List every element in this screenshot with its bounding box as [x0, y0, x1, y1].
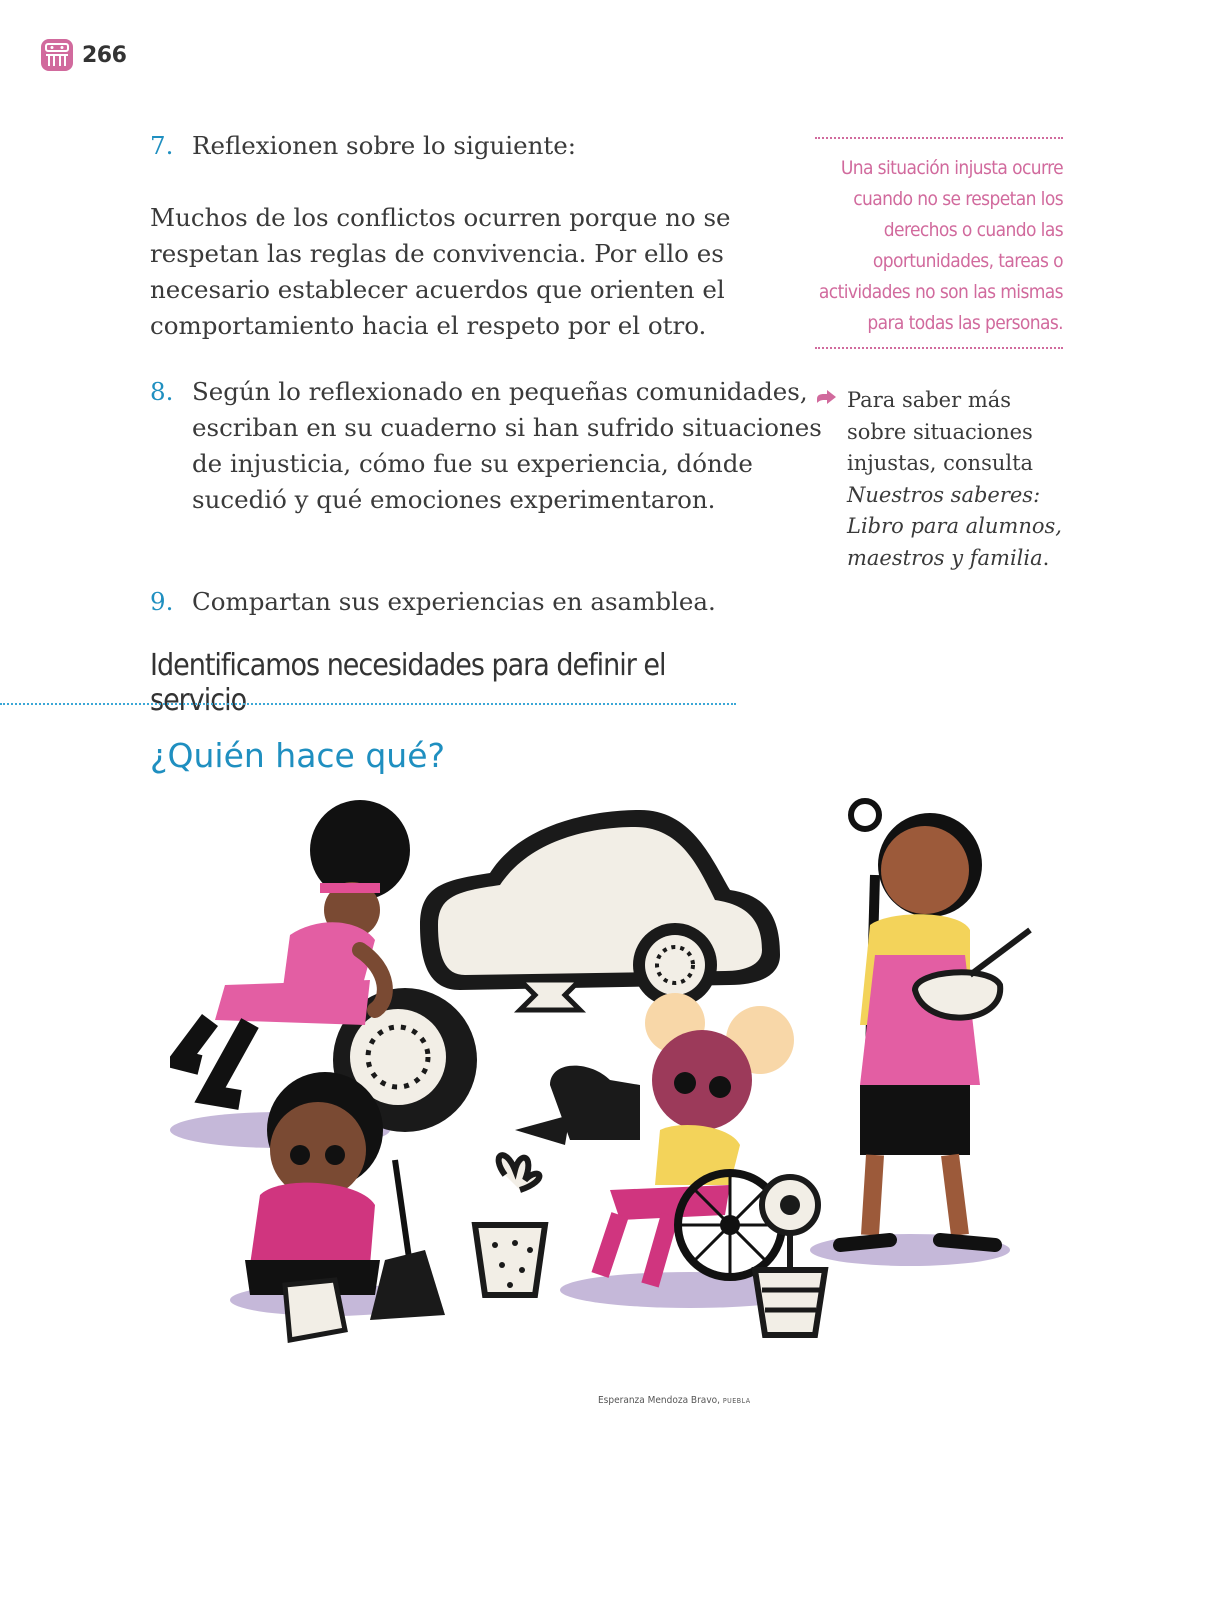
illustration-credit — [598, 1395, 751, 1406]
watering-can-icon — [515, 1066, 640, 1145]
book-title: Nuestros saberes: Libro para alumnos, maestros y familia — [847, 482, 1062, 570]
mesoamerican-glyph-icon — [40, 38, 74, 72]
further-reading-suffix: . — [1042, 545, 1050, 570]
car-icon — [420, 810, 780, 1010]
girl-cooking — [840, 801, 1030, 1245]
reflection-paragraph: Muchos de los conflictos ocurren porque no se respetan las reglas de convivencia. Por ello es necesario establecer acuerdos que orienten el comportamiento hacia el respeto por el otro. — [150, 203, 731, 340]
definition-box — [815, 137, 1063, 349]
further-reading-prefix: Para saber más sobre situaciones injustas, consulta — [847, 388, 1034, 475]
arrow-right-icon — [815, 389, 837, 407]
subheading: ¿Quién hace qué? — [150, 736, 446, 775]
item-text: Compartan sus experiencias en asamblea. — [192, 587, 716, 616]
chores-illustration — [170, 795, 1070, 1355]
page-header — [40, 38, 126, 72]
item-number: 9. — [150, 587, 174, 616]
list-item-8 — [150, 374, 832, 518]
further-reading-note — [815, 385, 1075, 574]
item-text: Reflexionen sobre lo siguiente: — [192, 131, 576, 160]
illustrator-state: PUEBLA — [722, 1397, 751, 1405]
item-number: 7. — [150, 131, 174, 160]
potted-plant-icon — [475, 1155, 545, 1295]
item-number: 8. — [150, 377, 174, 406]
definition-text: Una situación injusta ocurre cuando no se respetan los derechos o cuando las oportunidades, tareas o actividades no son las mismas para todas las personas. — [818, 157, 1063, 334]
item-text: Según lo reflexionado en pequeñas comunidades, escriban en su cuaderno si han sufrido situaciones de injusticia, cómo fue su experiencia, dónde sucedió y qué emociones experimentaron. — [192, 377, 822, 514]
section-heading: Identificamos necesidades para definir el servicio — [150, 648, 666, 718]
illustrator-name: Esperanza Mendoza Bravo, — [598, 1395, 720, 1406]
list-item-7 — [150, 128, 576, 164]
page-number: 266 — [82, 42, 127, 68]
list-item-9 — [150, 584, 832, 620]
section-divider — [0, 703, 736, 705]
flower-pot-icon — [755, 1177, 825, 1335]
